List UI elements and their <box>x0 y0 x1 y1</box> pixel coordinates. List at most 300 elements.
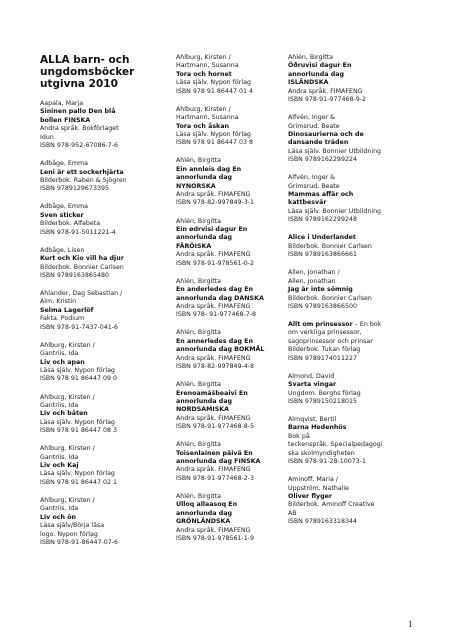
entry-info-line <box>176 62 286 70</box>
entry-title-text: Alice i Underlandet <box>288 234 356 242</box>
entry-text: Andra språk. FIMAFENG <box>176 466 251 474</box>
entry-title-line <box>288 234 424 242</box>
entry-text: Alm, Kristin <box>40 298 77 306</box>
entry-info-line <box>288 510 424 518</box>
entry-title-text: dansande träden <box>288 139 349 147</box>
entry-info-line <box>288 123 424 131</box>
entry-text: ISBN 978 91 86447 01 4 <box>176 87 253 95</box>
entry-text: Hartmann, Susanna <box>176 114 239 122</box>
entry-info-line <box>40 350 162 358</box>
entry-info-line <box>288 355 424 363</box>
entry-title-line <box>288 286 424 294</box>
entry-info-line <box>176 329 286 337</box>
catalog-entry <box>40 342 162 384</box>
entry-text: ISBN 978 91 86447 08 3 <box>40 427 117 435</box>
entry-text: ISBN 978-82-997849-4-8 <box>176 363 255 371</box>
entry-text: Ahlburg, Kirsten / <box>40 341 95 349</box>
entry-title-text: Ein ødrvisi dagur En <box>176 225 248 233</box>
entry-text: ska skolmyndigheten <box>288 449 355 457</box>
entry-title-text: Sininen pallo Den blå <box>40 108 116 116</box>
catalog-entry <box>176 106 286 148</box>
entry-text: Idun <box>40 133 54 141</box>
entry-title-line <box>288 131 424 139</box>
entry-info-line <box>40 203 162 211</box>
catalog-entry <box>288 476 424 526</box>
entry-title-text: annorlunda dag <box>288 70 344 78</box>
entry-title-line <box>40 462 162 470</box>
catalog-entry <box>176 493 286 543</box>
entry-info-line <box>40 125 162 133</box>
entry-text: Andra språk. Bokförlaget <box>40 125 119 133</box>
entry-text: ISBN 978-91-977468-2-3 <box>176 474 255 482</box>
entry-info-line <box>288 114 424 122</box>
entry-text: Grimsrud, Beate <box>288 122 340 130</box>
entry-info-line <box>176 441 286 449</box>
entry-title-line <box>176 510 286 518</box>
catalog-entry <box>40 160 162 194</box>
entry-title-line <box>288 139 424 147</box>
entry-title-line <box>288 493 424 501</box>
entry-text: ISBN 978-91-978561-1-9 <box>176 535 255 542</box>
entry-text: Gantriis, Ida <box>40 505 79 513</box>
entry-info-line <box>288 458 424 466</box>
entry-text: Läsa själv. Bonnier Utbildning <box>288 207 382 215</box>
entry-title-text: Ulloq allaasoq En <box>176 501 238 509</box>
entry-info-line <box>176 251 286 259</box>
entry-text: Läsa själv. Nypon förlag <box>176 130 251 138</box>
entry-info-line <box>288 346 424 354</box>
entry-title-line <box>288 79 424 87</box>
entry-title-text: Liv och apan <box>40 358 85 366</box>
entry-info-line <box>176 303 286 311</box>
entry-info-line <box>40 445 162 453</box>
entry-text: Adbåge, Emma <box>40 203 89 211</box>
entry-title-line <box>176 234 286 242</box>
catalog-entry <box>288 321 424 363</box>
entry-info-line <box>40 427 162 435</box>
entry-info-line <box>288 338 424 346</box>
entry-info-line <box>40 134 162 142</box>
entry-title-text: Öðruvisi dagur En <box>288 62 352 70</box>
entry-info-line <box>40 142 162 150</box>
entry-text: Läsa själv/Börja läsa <box>40 522 105 530</box>
entry-title-text: annorlunda dag <box>176 174 232 182</box>
entry-info-line <box>176 106 286 114</box>
entry-info-line <box>40 342 162 350</box>
entry-info-line <box>40 394 162 402</box>
entry-info-line <box>40 290 162 298</box>
entry-text: ISBN 978-91-977468-9-2 <box>288 96 367 104</box>
entry-info-line <box>176 139 286 147</box>
entry-title-line <box>176 406 286 414</box>
entry-text: logo. Nypon förlag <box>40 530 98 538</box>
entry-title-text: bollen FINSKA <box>40 116 91 124</box>
entry-text: ISBN 9789129673395 <box>40 185 109 193</box>
entry-title-text: Kurt och Kio vill ha djur <box>40 255 124 263</box>
entry-info-line <box>176 218 286 226</box>
entry-text: Ahlén, Birgitta <box>176 157 222 165</box>
entry-info-line <box>288 208 424 216</box>
entry-text: Andra språk. FIMAFENG <box>176 251 251 259</box>
entry-text: teckenspråk. Specialpedagogi <box>288 441 383 449</box>
entry-title-text: Leni är ett sockerhjärta <box>40 168 124 176</box>
entry-text: Allen, Jonathan <box>288 277 336 285</box>
entry-title-text: NORDSAMISKA <box>176 406 230 414</box>
entry-info-line <box>40 298 162 306</box>
catalog-entry <box>176 381 286 431</box>
entry-text: Ahlén, Birgitta <box>176 492 222 500</box>
entry-title-line <box>176 338 286 346</box>
entry-title-text: annorlunda dag <box>176 509 232 517</box>
entry-text: ISBN 978 91 86447 02 1 <box>40 478 117 486</box>
catalog-entry <box>176 218 286 268</box>
entry-info-line <box>40 522 162 530</box>
entry-text: Gantriis, Ida <box>40 453 79 461</box>
entry-title-text: Tora och åskan <box>176 122 229 130</box>
entry-title-line <box>176 346 286 354</box>
entry-text: Bilderbok. Alfabeta <box>40 220 101 228</box>
catalog-entry <box>176 329 286 371</box>
entry-text: Ahlburg, Kirsten / <box>40 393 95 401</box>
entry-text: Ahlén, Birgitta <box>288 54 334 61</box>
entry-info-line <box>176 311 286 319</box>
entry-text: Andra språk. FIMAFENG <box>176 354 251 362</box>
entry-text: Ahlén, Birgitta <box>176 441 222 449</box>
catalog-entry <box>40 247 162 281</box>
entry-text: ISBN 978-91-977468-8-5 <box>176 423 255 431</box>
entry-text: Ungdom. Berghs förlag <box>288 389 361 397</box>
entry-info-line <box>288 416 424 424</box>
entry-info-line <box>288 450 424 458</box>
entry-info-line <box>288 303 424 311</box>
entry-title-text: Liv och ön <box>40 513 77 521</box>
entry-text: Gantriis, Ida <box>40 350 79 358</box>
entry-info-line <box>176 191 286 199</box>
entry-text: Fakta. Podium <box>40 315 85 323</box>
entry-title-text: Sven sticker <box>40 211 84 219</box>
entry-info-line <box>288 441 424 449</box>
entry-title-line <box>288 199 424 207</box>
catalog-entry <box>40 100 162 150</box>
entry-title-line <box>176 123 286 131</box>
entry-title-line <box>288 62 424 70</box>
entry-title-line <box>176 295 286 303</box>
entry-title-text: annorlunda dag FINSKA <box>176 458 261 466</box>
entry-info-line <box>288 243 424 251</box>
entry-info-line <box>288 398 424 406</box>
entry-info-line <box>176 199 286 207</box>
entry-text: Bilderbok. Aminoff Creative <box>288 501 375 509</box>
entry-title-line <box>176 398 286 406</box>
entry-text: Allen, Jonathan / <box>288 269 340 277</box>
entry-info-line <box>176 114 286 122</box>
entry-title-line <box>176 518 286 526</box>
entry-text: ISBN 9789163866661 <box>288 251 357 259</box>
entry-title-text: GRÖNLÄNDSKA <box>176 518 231 526</box>
entry-info-line <box>176 79 286 87</box>
entry-info-line <box>176 527 286 535</box>
entry-title-line <box>40 117 162 125</box>
column-3 <box>288 54 424 536</box>
entry-title-text: annorlunda dag <box>176 234 232 242</box>
entry-info-line <box>176 278 286 286</box>
entry-title-line <box>176 166 286 174</box>
entry-text: Ahlén, Birgitta <box>176 329 222 337</box>
entry-text: ISBN 978 91 86447 03 8 <box>176 139 253 147</box>
entry-text: ISBN 978 91 86447 09 0 <box>40 375 117 383</box>
entry-title-line <box>176 450 286 458</box>
entry-info-line <box>40 229 162 237</box>
entry-title-text: annorlunda dag <box>176 397 232 405</box>
entry-info-line <box>176 54 286 62</box>
entry-info-line <box>40 531 162 539</box>
entry-title-text: Liv och Kaj <box>40 462 79 470</box>
entry-info-line <box>176 381 286 389</box>
entry-info-line <box>40 470 162 478</box>
entry-info-line <box>288 476 424 484</box>
entry-title-text: Toisenlainen päivä En <box>176 449 253 457</box>
entry-info-line <box>288 174 424 182</box>
entry-text: Grimsrud, Beate <box>288 182 340 190</box>
entry-title-text: Tora och hornet <box>176 70 232 78</box>
entry-info-line <box>288 88 424 96</box>
entry-info-line <box>176 415 286 423</box>
entry-info-line <box>40 375 162 383</box>
entry-title-line <box>40 410 162 418</box>
entry-text: Adbåge, Lisen <box>40 246 85 254</box>
entry-info-line <box>40 160 162 168</box>
entry-title-line <box>176 71 286 79</box>
entry-text: Ahlén, Birgitta <box>176 277 222 285</box>
entry-text: ISBN 9789163318344 <box>288 518 357 526</box>
catalog-entry <box>288 174 424 224</box>
entry-title-text: Ein annleis dag En <box>176 165 242 173</box>
entry-info-line <box>288 485 424 493</box>
entry-title-line <box>288 71 424 79</box>
entry-text: Aminoff, Maria / <box>288 476 338 484</box>
entry-title-text: Dinosaurierna och de <box>288 130 364 138</box>
entry-title-text: kattbesvär <box>288 199 327 207</box>
entry-text: Adbåge, Emma <box>40 160 89 168</box>
entry-title-text: Allt om prinsessor <box>288 321 353 328</box>
catalog-entry <box>288 114 424 164</box>
entry-info-line <box>288 156 424 164</box>
entry-text: ISBN 9789162299248 <box>288 216 357 224</box>
entry-text: Alfvén, Inger & <box>288 174 336 182</box>
entry-info-line <box>40 497 162 505</box>
entry-text: Ahlburg, Kirsten / <box>40 445 95 453</box>
entry-text: ISBN 9789163866500 <box>288 302 357 310</box>
entry-text: Bilderbok. Rabén & Sjögren <box>40 176 127 184</box>
entry-text: Andra språk. FIMAFENG <box>176 414 251 422</box>
entry-text: Läsa själv. Nypon förlag <box>40 418 115 426</box>
entry-title-line <box>40 307 162 315</box>
entry-title-line <box>288 321 424 329</box>
entry-info-line <box>288 148 424 156</box>
entry-title-line <box>176 501 286 509</box>
entry-text: Bilderbok. Bonnier Carlsen <box>288 242 372 250</box>
entry-title-line <box>40 255 162 263</box>
entry-text: Ahlén, Birgitta <box>176 381 222 389</box>
entry-title-text: Barna Hedenhös <box>288 424 347 432</box>
entry-info-line <box>288 251 424 259</box>
catalog-entry <box>40 445 162 487</box>
entry-info-line <box>40 419 162 427</box>
entry-title-line <box>40 108 162 116</box>
entry-info-line <box>40 324 162 332</box>
page-number: 1 <box>408 619 413 629</box>
entry-text: Läsa själv. Nypon förlag <box>40 367 115 374</box>
entry-text: om verkliga prinsessor, <box>288 329 362 337</box>
column-2 <box>176 54 286 553</box>
entry-title-line <box>40 169 162 177</box>
entry-info-line <box>40 315 162 323</box>
entry-title-line <box>40 514 162 522</box>
entry-info-line <box>288 518 424 526</box>
column-1 <box>40 54 162 557</box>
entry-info-line <box>176 423 286 431</box>
entry-info-line <box>40 185 162 193</box>
catalog-entry <box>40 394 162 436</box>
entry-info-line <box>288 433 424 441</box>
entry-info-line <box>176 355 286 363</box>
entry-text: Bok på <box>288 432 310 440</box>
entry-text: Alfvén, Inger & <box>288 114 336 122</box>
entry-text: ISBN 9789163865480 <box>40 271 109 279</box>
entry-info-line <box>176 131 286 139</box>
entry-info-line <box>288 373 424 381</box>
entry-info-line <box>40 177 162 185</box>
entry-info-line <box>288 216 424 224</box>
entry-title-line <box>40 359 162 367</box>
entry-info-line <box>288 295 424 303</box>
entry-info-line <box>176 475 286 483</box>
entry-info-line <box>288 278 424 286</box>
entry-text: ISBN 9789150218015 <box>288 397 357 405</box>
entry-text: Ahlburg, Kirsten / <box>176 105 231 113</box>
entry-title-text: Erenoamášbeaivi En <box>176 389 248 397</box>
entry-text: Gantriis, Ida <box>40 401 79 409</box>
entry-info-line <box>288 96 424 104</box>
entry-info-line <box>176 493 286 501</box>
entry-title-text: Svarta vingar <box>288 381 337 389</box>
entry-title-line <box>176 174 286 182</box>
entry-text: ISBN 978-91-978561-0-2 <box>176 259 255 267</box>
entry-info-line <box>176 535 286 543</box>
entry-title-text: annorlunda dag DANSKA <box>176 294 264 302</box>
entry-title-text: Liv och båten <box>40 410 88 418</box>
entry-text: ISBN 978-952-67086-7-6 <box>40 142 119 150</box>
entry-text: Ahlburg, Kirsten / <box>40 496 95 504</box>
entry-text: Läsa själv. Nypon förlag <box>176 79 251 87</box>
entry-title-text: Oliver flyger <box>288 492 332 500</box>
entry-info-line <box>176 363 286 371</box>
catalog-entry <box>176 441 286 483</box>
entry-title-line <box>40 212 162 220</box>
entry-title-text: Selma Lagerlöf <box>40 306 94 314</box>
entry-info-line <box>40 264 162 272</box>
entry-text: Andra språk. FIMAFENG <box>176 191 251 199</box>
catalog-entry <box>176 278 286 320</box>
entry-title-line <box>288 381 424 389</box>
catalog-entry <box>288 416 424 466</box>
page-heading: ALLA barn- och ungdomsböcker utgivna 2010 <box>40 54 135 90</box>
entry-text: sagoprinsessor och prinsar <box>288 337 373 345</box>
entry-text: ISBN 978-82-997849-3-1 <box>176 199 255 207</box>
entry-text: Bilderbok. Bonnier Carlsen <box>40 263 124 271</box>
entry-info-line <box>288 390 424 398</box>
entry-info-line <box>288 501 424 509</box>
entry-text: ISBN 9789162299224 <box>288 156 357 164</box>
entry-title-text: ISLÄNDSKA <box>288 79 329 87</box>
entry-title-line <box>176 226 286 234</box>
entry-info-line <box>176 260 286 268</box>
entry-text: Ahlburg, Kirsten / <box>176 54 231 61</box>
entry-text: Ahlander, Dag Sebastian / <box>40 290 123 298</box>
entry-subtitle-text: – En bok <box>352 321 382 328</box>
entry-title-text: Jag är inte sömnig <box>288 286 353 294</box>
entry-text: Hartmann, Susanna <box>176 62 239 70</box>
entry-text: Andra språk. FIMAFENG <box>288 87 363 95</box>
entry-title-line <box>176 243 286 251</box>
catalog-entry <box>288 234 424 259</box>
entry-text: Läsa själv. Nypon förlag <box>40 470 115 478</box>
entry-text: AB <box>288 509 297 517</box>
entry-info-line <box>176 88 286 96</box>
entry-title-line <box>176 183 286 191</box>
catalog-entry <box>40 497 162 547</box>
entry-info-line <box>40 220 162 228</box>
entry-text: ISBN 978- 91-977468-7-8 <box>176 311 257 319</box>
catalog-entry <box>40 290 162 332</box>
entry-info-line <box>40 454 162 462</box>
entry-text: Almond, David <box>288 372 335 380</box>
entry-title-line <box>288 424 424 432</box>
entry-text: Bilderbok. Bonnier Carlsen <box>288 294 372 302</box>
entry-text: Läsa själv. Bonnier Utbildning <box>288 147 382 155</box>
entry-text: ISBN 9789174011227 <box>288 354 357 362</box>
entry-text: ISBN 978-91-7437-041-6 <box>40 323 119 331</box>
entry-title-text: En annerledes dag En <box>176 337 253 345</box>
catalog-entry <box>288 373 424 407</box>
entry-text: Andra språk. FIMAFENG <box>176 526 251 534</box>
entry-info-line <box>288 183 424 191</box>
entry-info-line <box>40 505 162 513</box>
entry-info-line <box>40 272 162 280</box>
entry-title-line <box>288 191 424 199</box>
entry-info-line <box>288 329 424 337</box>
entry-info-line <box>40 247 162 255</box>
entry-info-line <box>40 479 162 487</box>
entry-info-line <box>288 269 424 277</box>
entry-title-text: NYNORSKA <box>176 182 216 190</box>
entry-info-line <box>40 367 162 375</box>
entry-text: ISBN 978-91-86447-07-6 <box>40 538 119 546</box>
entry-text: Uppström, Nathalie <box>288 484 350 492</box>
entry-text: Andra språk. FIMAFENG <box>176 302 251 310</box>
catalog-entry <box>288 269 424 311</box>
catalog-entry <box>40 203 162 237</box>
entry-text: Bilderbok. Tukan förlag <box>288 346 361 354</box>
entry-title-text: annorlunda dag BOKMÅL <box>176 346 265 354</box>
entry-text: ISBN 978-91-5011221-4 <box>40 228 116 236</box>
catalog-entry <box>176 157 286 207</box>
entry-text: Ahlén, Birgitta <box>176 217 222 225</box>
entry-title-text: FÄRÖISKA <box>176 242 212 250</box>
entry-title-line <box>176 286 286 294</box>
catalog-entry <box>176 54 286 96</box>
entry-title-line <box>176 390 286 398</box>
